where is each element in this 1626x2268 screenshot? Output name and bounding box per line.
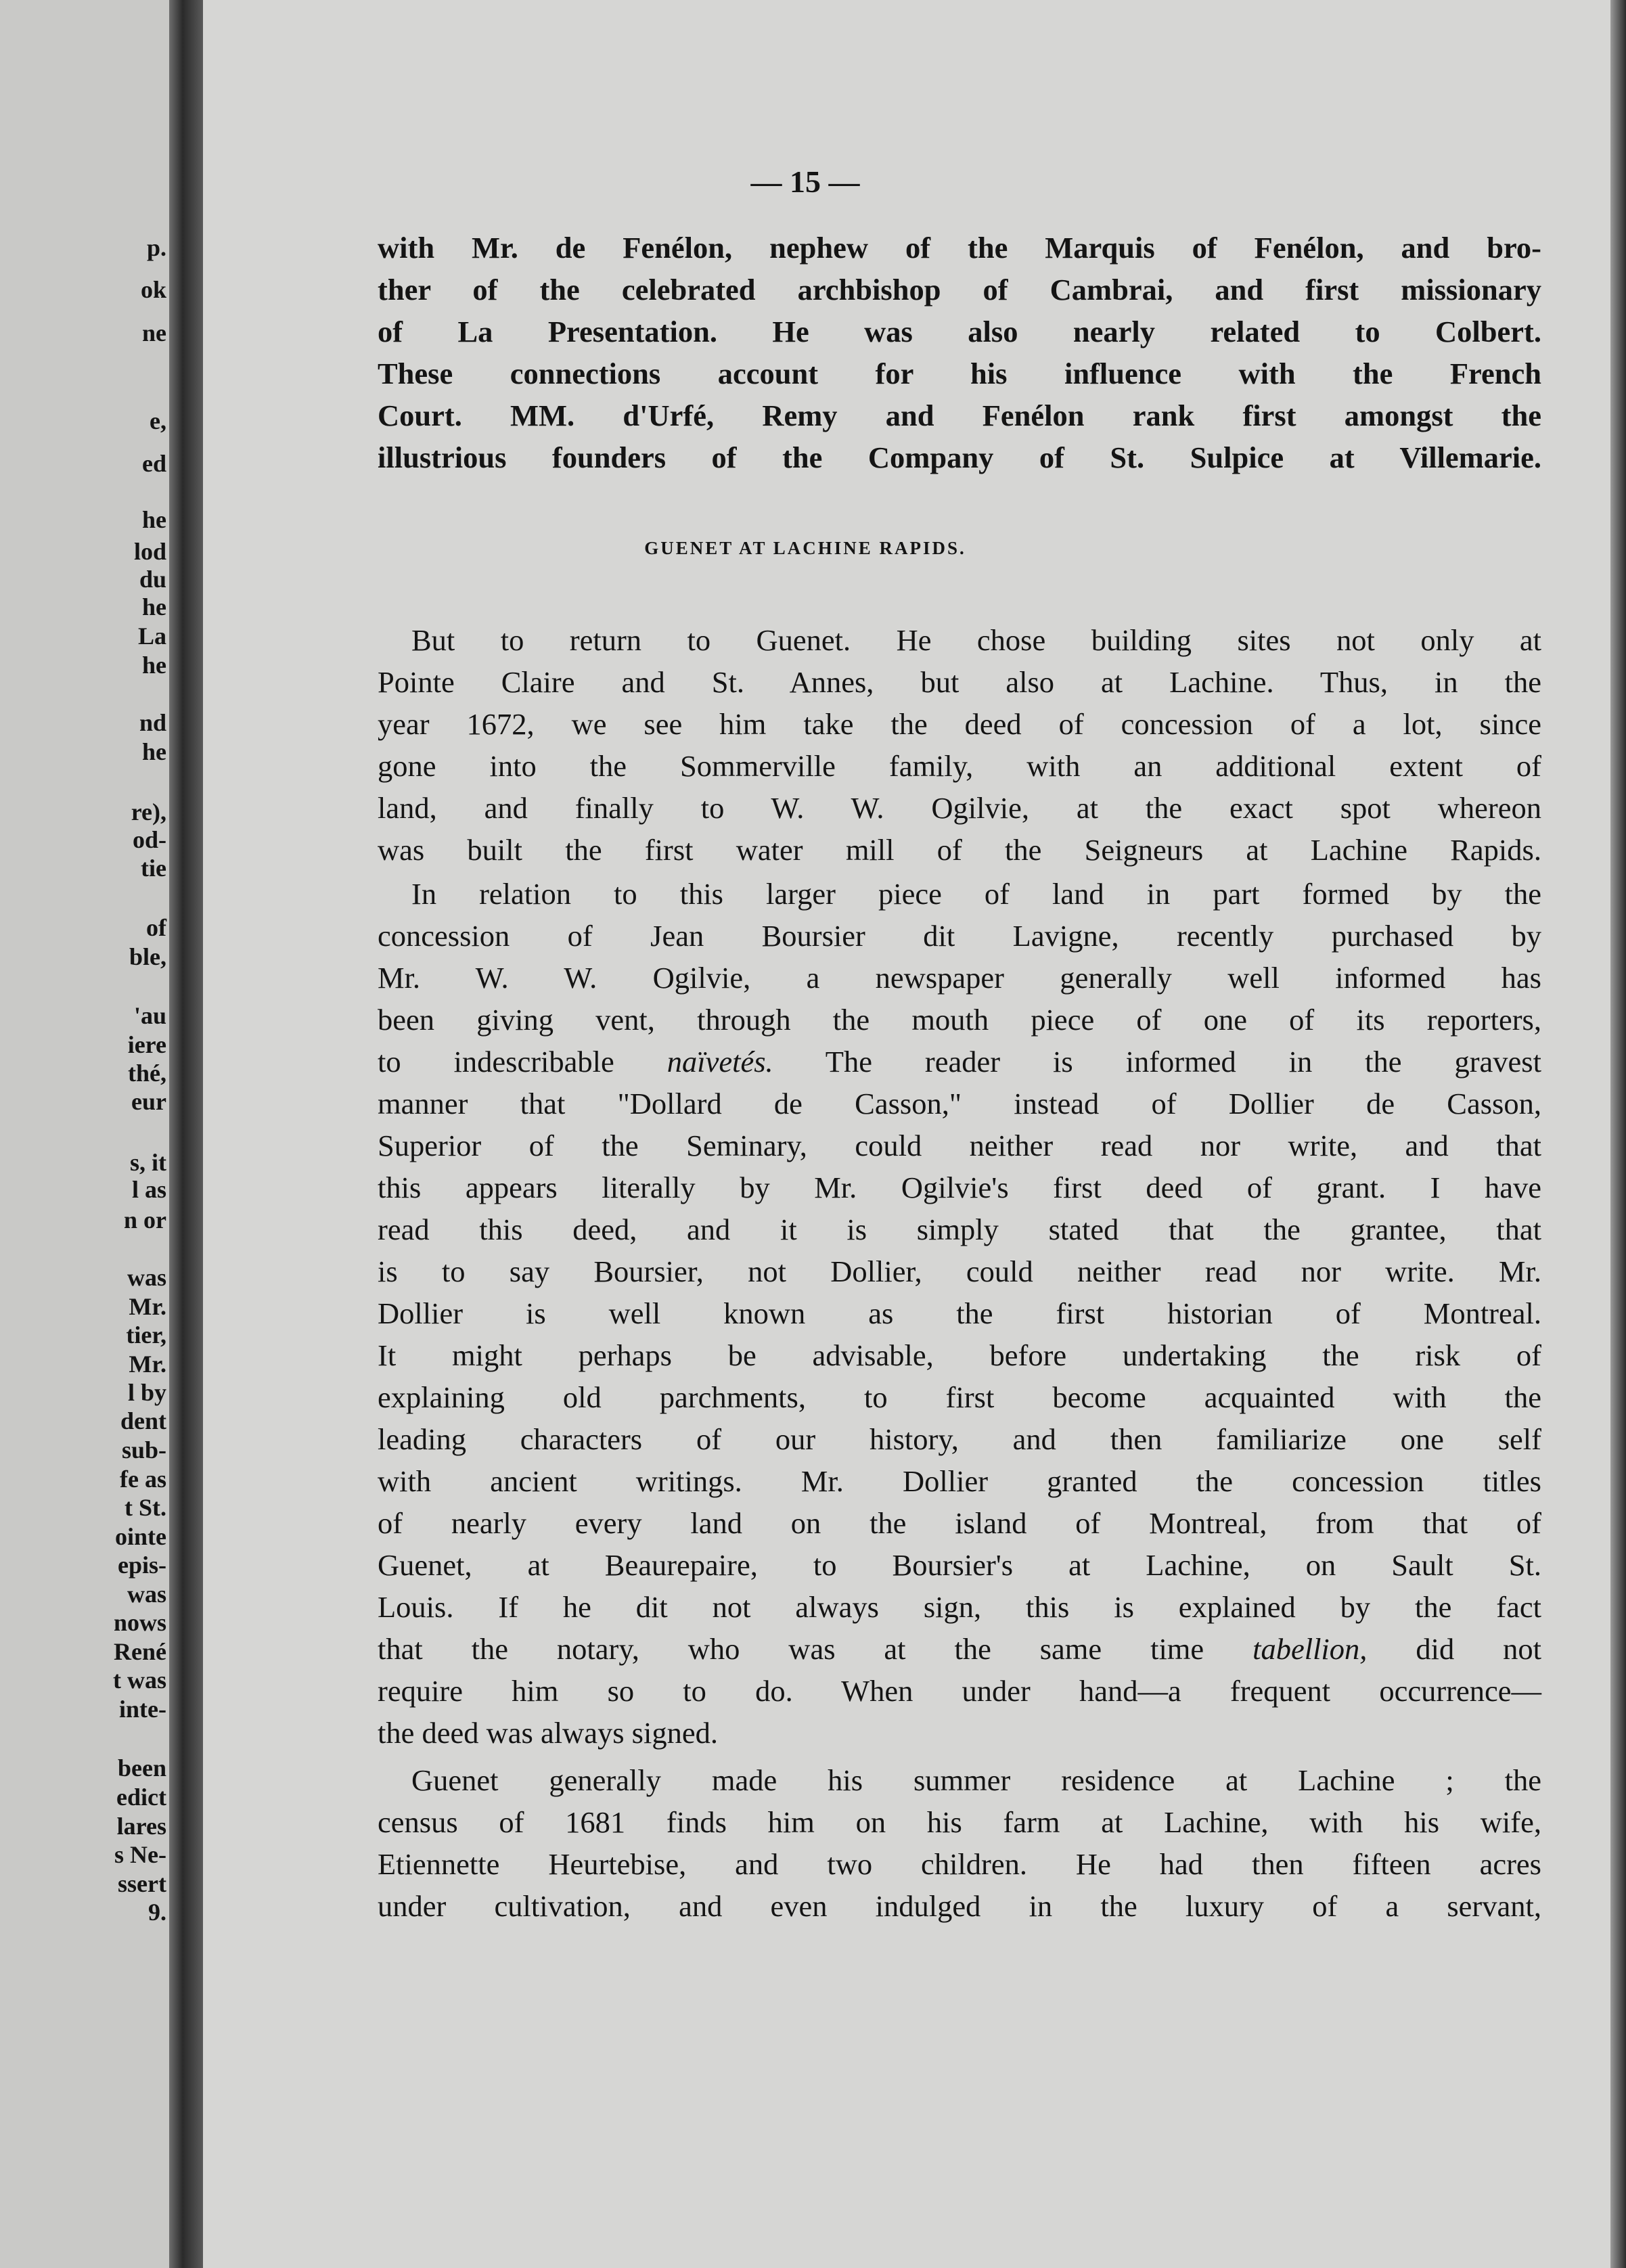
left-page-text-fragment: t St.: [125, 1494, 166, 1521]
page-edge-shadow: [1610, 0, 1626, 2268]
text-line: Guenet, at Beaurepaire, to Boursier's at Lachine, on Sault St.: [378, 1548, 1541, 1582]
text-line: of nearly every land on the island of Montreal, from that of: [378, 1506, 1541, 1540]
left-page-text-fragment: he: [142, 652, 166, 679]
left-page-text-fragment: of: [146, 914, 166, 941]
text-line: under cultivation, and even indulged in the luxury of a servant,: [378, 1889, 1541, 1923]
left-page-text-fragment: René: [114, 1638, 166, 1665]
left-page-text-fragment: inte-: [119, 1696, 166, 1723]
left-page-text-fragment: od-: [132, 826, 166, 853]
text-line: Superior of the Seminary, could neither read nor write, and that: [378, 1129, 1541, 1162]
left-page-text-fragment: p.: [146, 234, 166, 261]
text-line: [378, 1041, 1541, 1083]
text-line: explaining old parchments, to first become acquainted with the: [378, 1380, 1541, 1414]
text-line: Etiennette Heurtebise, and two children. He had then fifteen acres: [378, 1847, 1541, 1881]
text-line: manner that "Dollard de Casson," instead of Dollier de Casson,: [378, 1087, 1541, 1120]
left-page-text-fragment: eur: [131, 1088, 166, 1115]
text-line: [378, 1628, 1541, 1670]
left-page-text-fragment: s Ne-: [114, 1841, 166, 1868]
text-line: land, and finally to W. W. Ogilvie, at the exact spot whereon: [378, 791, 1541, 825]
left-page-text-fragment: iere: [127, 1031, 166, 1058]
left-page-text-fragment: been: [118, 1754, 166, 1782]
left-page-text-fragment: nows: [113, 1609, 166, 1636]
text-line: the deed was always signed.: [378, 1716, 718, 1750]
left-page-text-fragment: was: [127, 1581, 166, 1608]
text-line: year 1672, we see him take the deed of concession of a lot, since: [378, 707, 1541, 741]
left-page-text-fragment: ble,: [129, 943, 166, 970]
left-page-text-fragment: ne: [142, 319, 166, 346]
text-line: this appears literally by Mr. Ogilvie's first deed of grant. I have: [378, 1171, 1541, 1204]
left-page-text-fragment: ssert: [118, 1870, 166, 1897]
left-page-text-fragment: Mr.: [129, 1351, 166, 1378]
text-line: It might perhaps be advisable, before undertaking the risk of: [378, 1338, 1541, 1372]
text-line: with ancient writings. Mr. Dollier granted the concession titles: [378, 1464, 1541, 1498]
left-page-text-fragment: epis-: [118, 1551, 166, 1579]
paragraph-1: [378, 227, 1541, 478]
left-page-text-fragment: du: [139, 566, 166, 593]
left-page-text-fragment: tie: [141, 855, 166, 882]
left-page-text-fragment: l as: [131, 1176, 166, 1203]
text-line: But to return to Guenet. He chose building sites not only at: [411, 623, 1541, 657]
left-page-text-fragment: he: [142, 593, 166, 620]
text-run: The reader is informed in the gravest: [773, 1045, 1541, 1079]
left-page-text-fragment: tier,: [126, 1321, 166, 1348]
text-line: Guenet generally made his summer residence at Lachine ; the: [411, 1763, 1541, 1797]
text-line: concession of Jean Boursier dit Lavigne, recently purchased by: [378, 919, 1541, 953]
paragraph-4: [378, 1759, 1541, 1927]
left-page-text-fragment: ointe: [115, 1523, 166, 1550]
paragraph-2: [378, 619, 1541, 871]
text-run: that the notary, who was at the same time: [378, 1632, 1253, 1666]
text-run: did not: [1367, 1632, 1541, 1666]
section-heading: GUENET AT LACHINE RAPIDS.: [644, 538, 966, 558]
page-number: — 15 —: [750, 164, 860, 199]
italic-term: tabellion,: [1252, 1632, 1368, 1666]
left-page-text-fragment: edict: [116, 1784, 166, 1811]
text-line: gone into the Sommerville family, with an additional extent of: [378, 749, 1541, 783]
left-page-text-fragment: l by: [127, 1379, 166, 1406]
left-page-text-fragment: Mr.: [129, 1293, 166, 1320]
left-page-text-fragment: 9.: [148, 1899, 166, 1926]
right-page: [203, 0, 1610, 2268]
text-line: Mr. W. W. Ogilvie, a newspaper generally well informed has: [378, 961, 1541, 995]
text-line: Dollier is well known as the first historian of Montreal.: [378, 1296, 1541, 1330]
left-page-text-fragment: ed: [142, 450, 166, 477]
text-line: leading characters of our history, and then familiarize one self: [378, 1422, 1541, 1456]
text-line: of La Presentation. He was also nearly related to Colbert.: [378, 315, 1541, 348]
text-line: These connections account for his influence with the French: [378, 357, 1541, 390]
left-page-text-fragment: lares: [116, 1813, 166, 1840]
left-page-text-fragment: s, it: [130, 1149, 166, 1176]
left-page-text-fragment: e,: [150, 407, 166, 434]
text-line: Pointe Claire and St. Annes, but also at Lachine. Thus, in the: [378, 665, 1541, 699]
italic-term: naïvetés.: [667, 1045, 773, 1079]
text-line: Court. MM. d'Urfé, Remy and Fenélon rank first amongst the: [378, 399, 1541, 432]
text-line: read this deed, and it is simply stated that the grantee, that: [378, 1212, 1541, 1246]
text-line: is to say Boursier, not Dollier, could neither read nor write. Mr.: [378, 1254, 1541, 1288]
left-page-text-fragment: La: [137, 622, 166, 650]
text-line: census of 1681 finds him on his farm at Lachine, with his wife,: [378, 1805, 1541, 1839]
left-page-text-fragment: ok: [140, 276, 166, 303]
left-page-text-fragment: he: [142, 506, 166, 533]
book-gutter: [169, 0, 203, 2268]
left-page-text-fragment: t was: [113, 1666, 166, 1694]
text-run: to indescribable: [378, 1045, 667, 1079]
left-page-text-fragment: fe as: [120, 1466, 166, 1493]
left-page-text-fragment: nd: [139, 709, 166, 736]
left-page-text-fragment: lod: [133, 538, 166, 565]
left-page-text-fragment: n or: [124, 1206, 166, 1233]
text-line: with Mr. de Fenélon, nephew of the Marquis of Fenélon, and bro-: [378, 231, 1541, 265]
left-page-text-fragment: thé,: [128, 1060, 166, 1087]
text-line: illustrious founders of the Company of St. Sulpice at Villemarie.: [378, 440, 1541, 474]
left-page-text-fragment: sub-: [121, 1436, 166, 1464]
text-line: In relation to this larger piece of land in part formed by the: [411, 877, 1541, 911]
left-page-text-fragment: dent: [120, 1407, 166, 1434]
text-line: ther of the celebrated archbishop of Cambrai, and first missionary: [378, 273, 1541, 307]
text-line: was built the first water mill of the Seigneurs at Lachine Rapids.: [378, 833, 1541, 867]
text-line: been giving vent, through the mouth piece of one of its reporters,: [378, 1003, 1541, 1037]
left-page-margin: [0, 0, 169, 2268]
left-page-text-fragment: 'au: [133, 1002, 166, 1029]
paragraph-3: [378, 873, 1541, 1754]
left-page-text-fragment: re),: [131, 798, 166, 825]
left-page-text-fragment: he: [142, 738, 166, 765]
text-line: require him so to do. When under hand—a frequent occurrence—: [378, 1674, 1541, 1708]
left-page-text-fragment: was: [127, 1264, 166, 1291]
text-line: Louis. If he dit not always sign, this is explained by the fact: [378, 1590, 1541, 1624]
